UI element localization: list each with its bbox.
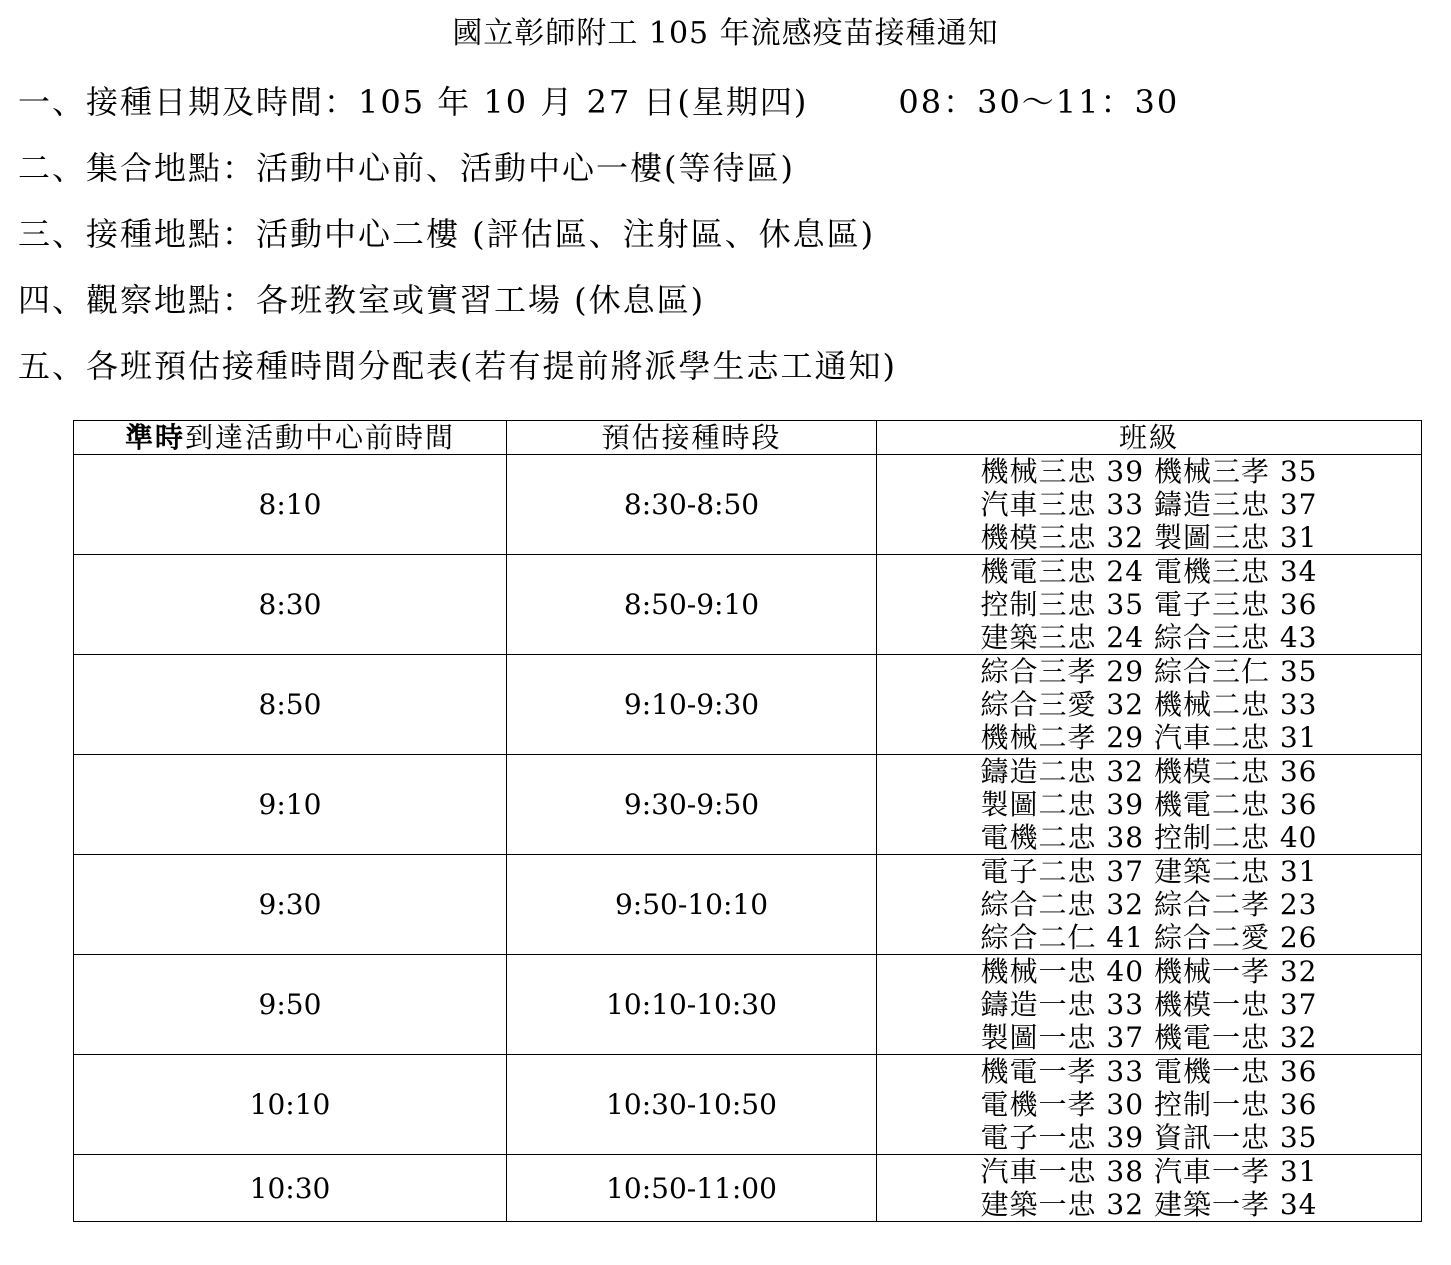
- cell-vaccination-slot: 10:50-11:00: [507, 1155, 877, 1222]
- cell-arrival-time: 10:30: [74, 1155, 507, 1222]
- cell-vaccination-slot: 9:30-9:50: [507, 755, 877, 855]
- table-row: [74, 455, 1422, 555]
- cell-classes: [877, 1055, 1422, 1155]
- cell-vaccination-slot: 10:30-10:50: [507, 1055, 877, 1155]
- class-line: 綜合三愛 32 機械二忠 33: [980, 688, 1318, 721]
- class-line: 製圖一忠 37 機電一忠 32: [980, 1021, 1318, 1054]
- class-line: 綜合二忠 32 綜合二孝 23: [980, 888, 1318, 921]
- class-line: 機模三忠 32 製圖三忠 31: [980, 521, 1318, 554]
- class-line: 機電三忠 24 電機三忠 34: [980, 555, 1318, 588]
- item-time-range: 08：30～11：30: [898, 83, 1180, 121]
- header-vaccination-slot: 預估接種時段: [507, 421, 877, 455]
- table-row: [74, 1055, 1422, 1155]
- header-arrival-emphasis: 準時: [124, 420, 185, 454]
- class-line: 電機二忠 38 控制二忠 40: [980, 821, 1318, 854]
- cell-classes: [877, 555, 1422, 655]
- item-date-time: [18, 76, 1179, 142]
- class-line: 製圖二忠 39 機電二忠 36: [980, 788, 1318, 821]
- class-line: 機械三忠 39 機械三孝 35: [980, 455, 1318, 488]
- class-line: 汽車一忠 38 汽車一孝 31: [980, 1155, 1318, 1188]
- cell-arrival-time: 10:10: [74, 1055, 507, 1155]
- class-line: 鑄造二忠 32 機模二忠 36: [980, 755, 1318, 788]
- class-line: 建築一忠 32 建築一孝 34: [980, 1188, 1318, 1221]
- cell-classes: [877, 655, 1422, 755]
- item-observation-location: 四、觀察地點：各班教室或實習工場 (休息區): [18, 281, 706, 319]
- item-vaccination-location: 三、接種地點：活動中心二樓 (評估區、注射區、休息區): [18, 215, 876, 253]
- class-line: 電子一忠 39 資訊一忠 35: [980, 1121, 1318, 1154]
- cell-classes: [877, 455, 1422, 555]
- table-row: [74, 655, 1422, 755]
- item-date-time-text: 一、接種日期及時間：105 年 10 月 27 日(星期四): [18, 83, 809, 121]
- table-row: [74, 1155, 1422, 1222]
- table-header-row: [74, 421, 1422, 455]
- class-line: 機械一忠 40 機械一孝 32: [980, 955, 1318, 988]
- schedule-table: [73, 420, 1422, 1222]
- table-row: [74, 955, 1422, 1055]
- header-arrival-text: 到達活動中心前時間: [185, 420, 456, 454]
- class-line: 電子二忠 37 建築二忠 31: [980, 855, 1318, 888]
- notice-title: 國立彰師附工 105 年流感疫苗接種通知: [452, 16, 999, 51]
- class-line: 汽車三忠 33 鑄造三忠 37: [980, 488, 1318, 521]
- table-row: [74, 855, 1422, 955]
- cell-vaccination-slot: 8:30-8:50: [507, 455, 877, 555]
- class-line: 綜合三孝 29 綜合三仁 35: [980, 655, 1318, 688]
- header-arrival-time: [74, 421, 507, 455]
- table-row: [74, 755, 1422, 855]
- cell-vaccination-slot: 9:10-9:30: [507, 655, 877, 755]
- class-line: 綜合二仁 41 綜合二愛 26: [980, 921, 1318, 954]
- cell-classes: [877, 955, 1422, 1055]
- item-schedule-heading: 五、各班預估接種時間分配表(若有提前將派學生志工通知): [18, 347, 897, 385]
- cell-classes: [877, 855, 1422, 955]
- cell-vaccination-slot: 10:10-10:30: [507, 955, 877, 1055]
- class-line: 建築三忠 24 綜合三忠 43: [980, 621, 1318, 654]
- cell-arrival-time: 9:10: [74, 755, 507, 855]
- class-line: 機電一孝 33 電機一忠 36: [980, 1055, 1318, 1088]
- class-line: 鑄造一忠 33 機模一忠 37: [980, 988, 1318, 1021]
- cell-classes: [877, 1155, 1422, 1222]
- cell-arrival-time: 8:50: [74, 655, 507, 755]
- cell-arrival-time: 9:30: [74, 855, 507, 955]
- class-line: 控制三忠 35 電子三忠 36: [980, 588, 1318, 621]
- cell-arrival-time: 9:50: [74, 955, 507, 1055]
- cell-vaccination-slot: 9:50-10:10: [507, 855, 877, 955]
- class-line: 機械二孝 29 汽車二忠 31: [980, 721, 1318, 754]
- cell-arrival-time: 8:10: [74, 455, 507, 555]
- table-row: [74, 555, 1422, 655]
- cell-arrival-time: 8:30: [74, 555, 507, 655]
- item-gathering-location: 二、集合地點：活動中心前、活動中心一樓(等待區): [18, 149, 795, 187]
- notice-items: [18, 76, 1179, 406]
- cell-classes: [877, 755, 1422, 855]
- cell-vaccination-slot: 8:50-9:10: [507, 555, 877, 655]
- header-classes: 班級: [877, 421, 1422, 455]
- class-line: 電機一孝 30 控制一忠 36: [980, 1088, 1318, 1121]
